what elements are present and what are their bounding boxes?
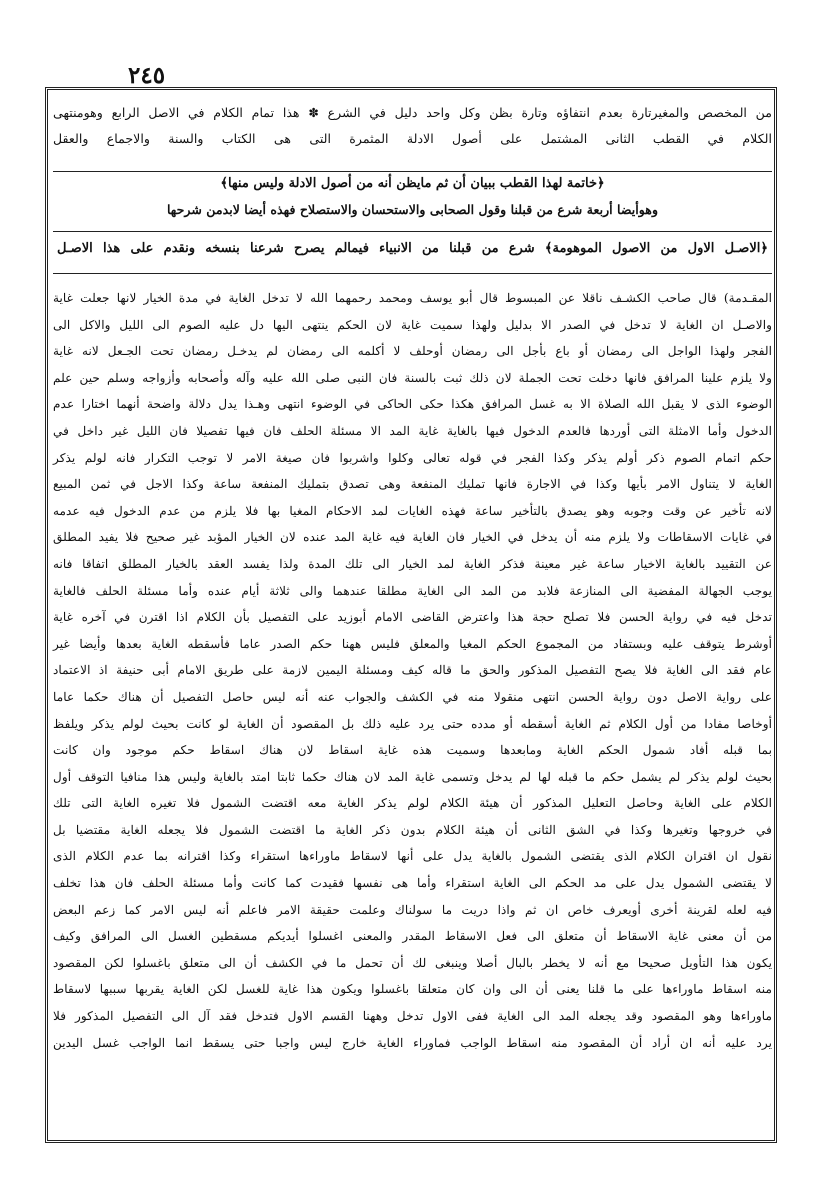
commentary-line: بما قبله أفاد شمول الحكم الغاية ومابعدها وسميت هذه غاية اسقاط لان هناك اسقاط حكم موجود وان كانت xyxy=(53,743,772,758)
commentary-line: حكم اتمام الصوم ذكر أولم يذكر وكذا الفجر في قوله تعالى وكلوا واشربوا فان صيغة الامر لا توجب التكرار فانه لولم يذكر xyxy=(53,450,772,465)
commentary-line: أوخاصا مفادا من أول الكلام ثم الغاية أسقطه أو مدده حتى يرد عليه ذلك بل المقصود أن الغاية لو كانت بحيث لولم يذكر ويلفظ xyxy=(53,716,772,731)
commentary-line: الدخول وأما الامثلة التى أوردها فالعدم الدخول فيها بالغاية غاية المد الا مسئلة الحلف فان فيها تفصيلا فان الليل غير داخل في xyxy=(53,423,772,438)
commentary-line: يكون هذا التأويل صحيحا مع أنه لا يخطر بالبال أصلا وينبغى لك أن تحمل ما في الكشف أن الى متعلق باغسلوا لكن المقصود xyxy=(53,955,772,970)
commentary-line: أوشرط يتوقف عليه وبستفاد من المجموع الحكم المغيا والمعلق فليس ههنا حكم الصدر عاما فأسقطه الغاية بعدها وأيضا غير xyxy=(53,636,772,651)
commentary-line: عن التقييد بالغاية الاخيار ساعة غير معينة فذكر الغاية لمد الخيار الى تلك المدة ولذا يفسد العقد بالخيار المطلق اتفاقا فانه xyxy=(53,556,772,571)
conclusion-heading-box xyxy=(53,171,772,232)
commentary-line: يرد عليه أنه ان أراد أن المقصود منه اسقاط الواجب فماوراء الغاية خارج ليس واجبا حتى يسقط انما الواجب غسل اليدين xyxy=(53,1035,772,1050)
principle-heading-box xyxy=(53,232,772,274)
commentary-line: فيه لعله لقرينة أخرى أويعرف خاص ان ثم واذا دريت ما سولناك وعلمت حقيقة الامر فاعلم أنه ليس الامر كما زعم البعض xyxy=(53,902,772,917)
principle-heading: ﴿الاصـل الاول من الاصول الموهومة﴾ شرع من قبلنا من الانبياء فيمالم يصرح شرعنا بنسخه ونقدم على هذا الاصـل xyxy=(57,241,768,256)
commentary-line: بحيث لولم يذكر لم يشمل حكم ما قبله لها لم يدخل وتسمى غاية المد لان هناك حكما ثابتا امتد بالغاية وليس هذا منافيا التوقف أول xyxy=(53,769,772,784)
commentary-line: ولا يلزم علينا المرافق فانها دخلت تحت الجملة لان ذلك ثبت بالسنة فان النبى صلى الله عليه وآله وأصحابه وأزواجه وسلم حين علم xyxy=(53,370,772,385)
commentary-line: ماوراءها وهو المقصود وقد يجعله المد الى الغاية ففى الاول تدخل وههنا القسم الاول فتدخل فقد آل الى التفصيل المذكور فلا xyxy=(53,1009,772,1024)
commentary-line: الغاية لا يتناول الامر بأيها وكذا في الاجارة فانها تمليك المنفعة وهى تصدق بتمليك المنفعة ساعة وكذا الاجل في ثمن المبيع xyxy=(53,477,772,492)
header-line: من المخصص والمغيرتارة بعدم انتفاؤه وتارة بظن وكل واحد دليل في الشرع ✽ هذا تمام الكلام في الاصل الرابع وهومنتهى xyxy=(53,105,772,120)
commentary-line: من أن معنى غاية الاسقاط أن متعلق الى فعل الاسقاط المقدر والمعنى اغسلوا أيديكم مسقطين الغسل الى المرافق وكيف xyxy=(53,929,772,944)
commentary-line: يوجب الجهالة المفضية الى المنازعة فلابد من المد الى الغاية مطلقا عندهما والى ثلاثة أيام عنده وأما مسئلة الحلف فالغاية xyxy=(53,583,772,598)
commentary-line: لانه تأخير عن وقت وجوبه وهو يصدق بالتأخير ساعة فهذه الغايات لمد الاحكام المغيا بها فلا يلزم من عدم الدخول فيه عدمه xyxy=(53,503,772,518)
section-heading: ﴿خاتمة لهذا القطب ببيان أن ثم مايظن أنه من أصول الادلة وليس منها﴾ xyxy=(220,176,605,191)
commentary-line: الوضوء الذى لا يقبل الله الصلاة الا به غسل المرافق هكذا حكى الحاكى في الوضوء انتهى وهـذا يدل دلالة واضحة أنهما اختارا عدم xyxy=(53,397,772,412)
commentary-line: لا يقتضى الشمول يدل على مد الحكم الى الغاية استقراء وأما هى نفسها فقيدت كما كانت وأما مسئلة الحلف فان هذا تخلف xyxy=(53,876,772,891)
commentary-line: تدخل فيه في رواية الحسن فلا تصلح حجة هذا واعترض القاضى الامام أبوزيد على التفصيل بأن الكلام اذا اقترن في آخره غاية xyxy=(53,610,772,625)
commentary-line: على رواية الاصل دون رواية الحسن انتهى منقولا منه في الكشف والجواب عنه أنه ليس حاصل التفصيل أن هناك حكما عاما xyxy=(53,689,772,704)
commentary-body xyxy=(53,285,772,1056)
commentary-line: عام فقد الى الغاية فلا يصح التفصيل المذكور والحق ما قاله كيف ومسئلة اليمين لازمة على طريق الامام أبى حنيفة اذ الاعتماد xyxy=(53,663,772,678)
commentary-line: في غايات الاسقاطات ولا يلزم منه أن يدخل في الخيار فان الغاية فيه غاية المد عنده لان الخيار المؤبد غير صحيح فلا يفيد المطلق xyxy=(53,530,772,545)
commentary-line: الكلام على الغاية وحاصل التعليل المذكور أن هيئة الكلام لولم يذكر الغاية معه اقتضت الشمول فلا تغيره الغاية التى تلك xyxy=(53,796,772,811)
commentary-line: نقول ان اقتران الكلام الذى يقتضى الشمول بالغاية يدل على أنها لاسقاط ماوراءها استقراء وكذا اقترانه بما عدم الكلام الذى xyxy=(53,849,772,864)
commentary-line: في خروجها وتغيرها وكذا في الشق الثانى أن هيئة الكلام بدون ذكر الغاية ما اقتضت الشمول فلا يجعله الغاية مقتضيا بل xyxy=(53,822,772,837)
page-number: ٢٤٥ xyxy=(128,62,166,89)
commentary-line: الفجر ولهذا الواجل الى رمضان أو باع بأجل الى رمضان أوحلف لا أكلمه الى رمضان لم يدخـل رمضان تحت الجـعل لانه غاية xyxy=(53,344,772,359)
section-subline: وهوأيضا أربعة شرع من قبلنا وقول الصحابى والاستحسان والاستصلاح فهذه أيضا لابدمن شرحها xyxy=(166,202,659,217)
header-line: الكلام في القطب الثانى المشتمل على أصول الادلة المثمرة التى هى الكتاب والسنة والاجماع والعقل xyxy=(53,131,772,146)
commentary-line: منه اسقاط ماوراءها على ما قلنا يعنى أن الى وان كان متعلقا باغسلوا ويكون هذا غاية للغسل لكن الغاية يقربها سببها لاسقاط xyxy=(53,982,772,997)
commentary-line: المقـدمة) قال صاحب الكشـف ناقلا عن المبسوط قال أبو يوسف ومحمد رحمهما الله لا تدخل الغاية في مدة الخيار لانها جعلت غاية xyxy=(53,291,772,305)
commentary-line: والاصـل ان الغاية لا تدخل في الصدر الا بدليل ولهذا سميت غاية لان الحكم ينتهى اليها دل عليه الصوم الى الليل والاكل الى xyxy=(53,317,772,332)
header-text xyxy=(53,100,772,152)
